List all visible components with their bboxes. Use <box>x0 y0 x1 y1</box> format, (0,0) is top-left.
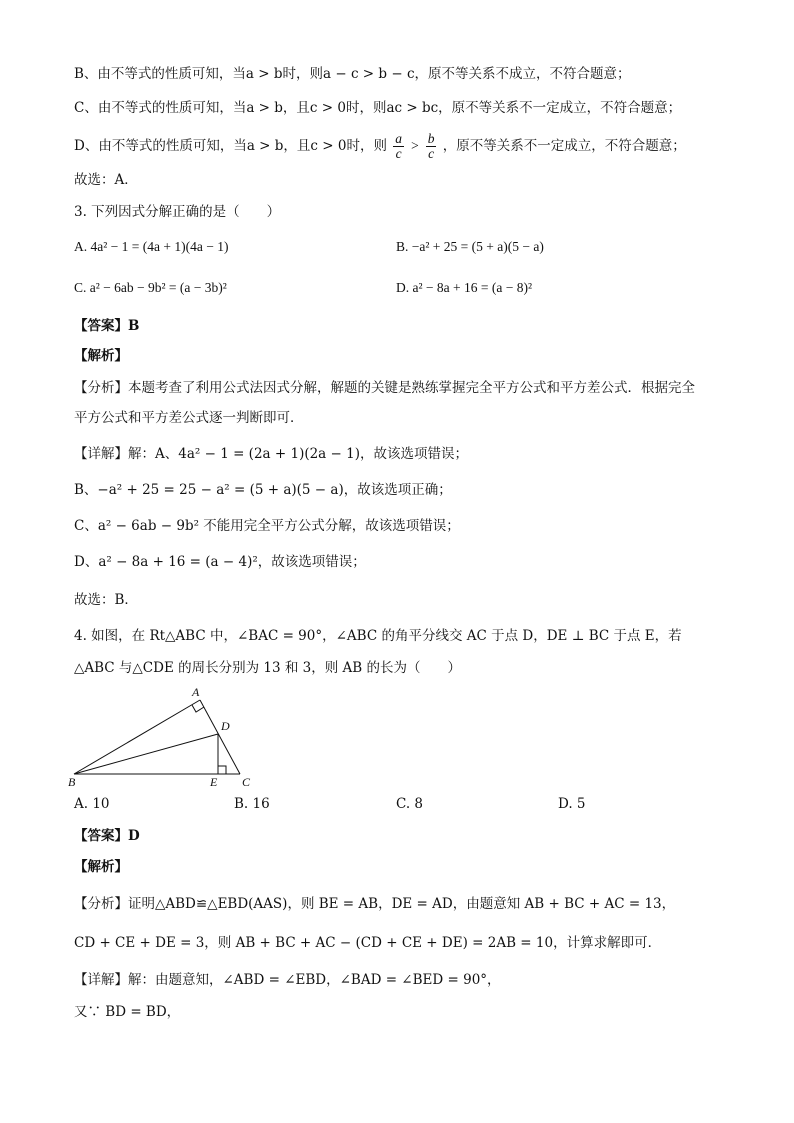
segment-bd <box>74 734 218 774</box>
question-4-stem-line-1: 4. 如图，在 Rt△ABC 中，∠BAC = 90°，∠ABC 的角平分线交 AC 于点 D，DE ⊥ BC 于点 E，若 <box>74 628 682 644</box>
question-4-option-d: D. 5 <box>558 796 586 812</box>
question-3-detail-a: 【详解】解：A、4a² − 1 = (2a + 1)(2a − 1)，故该选项错误； <box>74 446 468 462</box>
question-3-answer: 【答案】B <box>74 318 140 334</box>
question-4-option-a: A. 10 <box>74 796 110 812</box>
question-3-detail-c: C、a² − 6ab − 9b² 不能用完全平方公式分解，故该选项错误； <box>74 518 460 534</box>
right-angle-mark-a <box>192 705 204 712</box>
choose-a: 故选：A． <box>74 172 138 188</box>
fraction-denominator: c <box>395 146 402 161</box>
question-4-analysis-line-1: 【分析】证明△ABD≌△EBD(AAS)，则 BE = AB，DE = AD，由题意知 AB + BC + AC = 13， <box>74 896 676 912</box>
question-4-detail-line-1: 【详解】解：由题意知，∠ABD = ∠EBD，∠BAD = ∠BED = 90°， <box>74 972 501 988</box>
option-d-text-before: D、由不等式的性质可知，当a > b，且c > 0时，则 <box>74 138 387 154</box>
option-d-explanation <box>74 132 686 161</box>
question-3-choose: 故选：B． <box>74 592 138 608</box>
fraction-denominator: c <box>428 146 435 161</box>
fraction-numerator: b <box>427 131 435 146</box>
fraction-a-over-c <box>393 132 404 161</box>
option-b-explanation: B、由不等式的性质可知，当a > b时，则a − c > b − c，原不等关系不成立，不符合题意； <box>74 66 631 82</box>
label-d: D <box>221 719 230 733</box>
segment-ab <box>74 700 200 774</box>
question-4-answer: 【答案】D <box>74 828 140 844</box>
question-4-detail-line-2: 又∵ BD = BD， <box>74 1004 181 1020</box>
triangle-figure <box>68 684 268 788</box>
option-c-explanation: C、由不等式的性质可知，当a > b，且c > 0时，则ac > bc，原不等关系不一定成立，不符合题意； <box>74 100 682 116</box>
right-angle-mark-e <box>218 766 226 774</box>
question-4-stem-line-2: △ABC 与△CDE 的周长分别为 13 和 3，则 AB 的长为（ ） <box>74 660 461 676</box>
greater-than-sign: > <box>410 138 420 153</box>
question-3-detail-b: B、−a² + 25 = 25 − a² = (5 + a)(5 − a)，故该选项正确； <box>74 482 452 498</box>
question-4-option-b: B. 16 <box>234 796 270 812</box>
question-3-analysis-heading: 【解析】 <box>74 348 128 364</box>
question-3-option-c: C. a² − 6ab − 9b² = (a − 3b)² <box>74 280 227 295</box>
option-d-text-after: ，原不等关系不一定成立，不符合题意； <box>442 138 686 154</box>
question-3-stem: 3. 下列因式分解正确的是（ ） <box>74 204 281 220</box>
label-a: A <box>192 685 200 699</box>
question-4-option-c: C. 8 <box>396 796 424 812</box>
label-c: C <box>242 775 251 788</box>
question-3-detail-d: D、a² − 8a + 16 = (a − 4)²，故该选项错误； <box>74 554 366 570</box>
question-3-option-b: B. −a² + 25 = (5 + a)(5 − a) <box>396 239 544 254</box>
question-3-analysis-line-2: 平方公式和平方差公式逐一判断即可． <box>74 410 304 426</box>
question-3-option-a: A. 4a² − 1 = (4a + 1)(4a − 1) <box>74 239 229 254</box>
label-e: E <box>210 775 218 788</box>
question-4-analysis-heading: 【解析】 <box>74 859 128 875</box>
question-3-analysis-line-1: 【分析】本题考查了利用公式法因式分解，解题的关键是熟练掌握完全平方公式和平方差公式．根据完全 <box>74 380 695 396</box>
question-4-analysis-line-2: CD + CE + DE = 3，则 AB + BC + AC − (CD + CE + DE) = 2AB = 10，计算求解即可． <box>74 935 662 951</box>
question-3-option-d: D. a² − 8a + 16 = (a − 8)² <box>396 280 533 295</box>
fraction-numerator: a <box>395 131 402 146</box>
label-b: B <box>68 775 76 788</box>
fraction-b-over-c <box>426 132 437 161</box>
